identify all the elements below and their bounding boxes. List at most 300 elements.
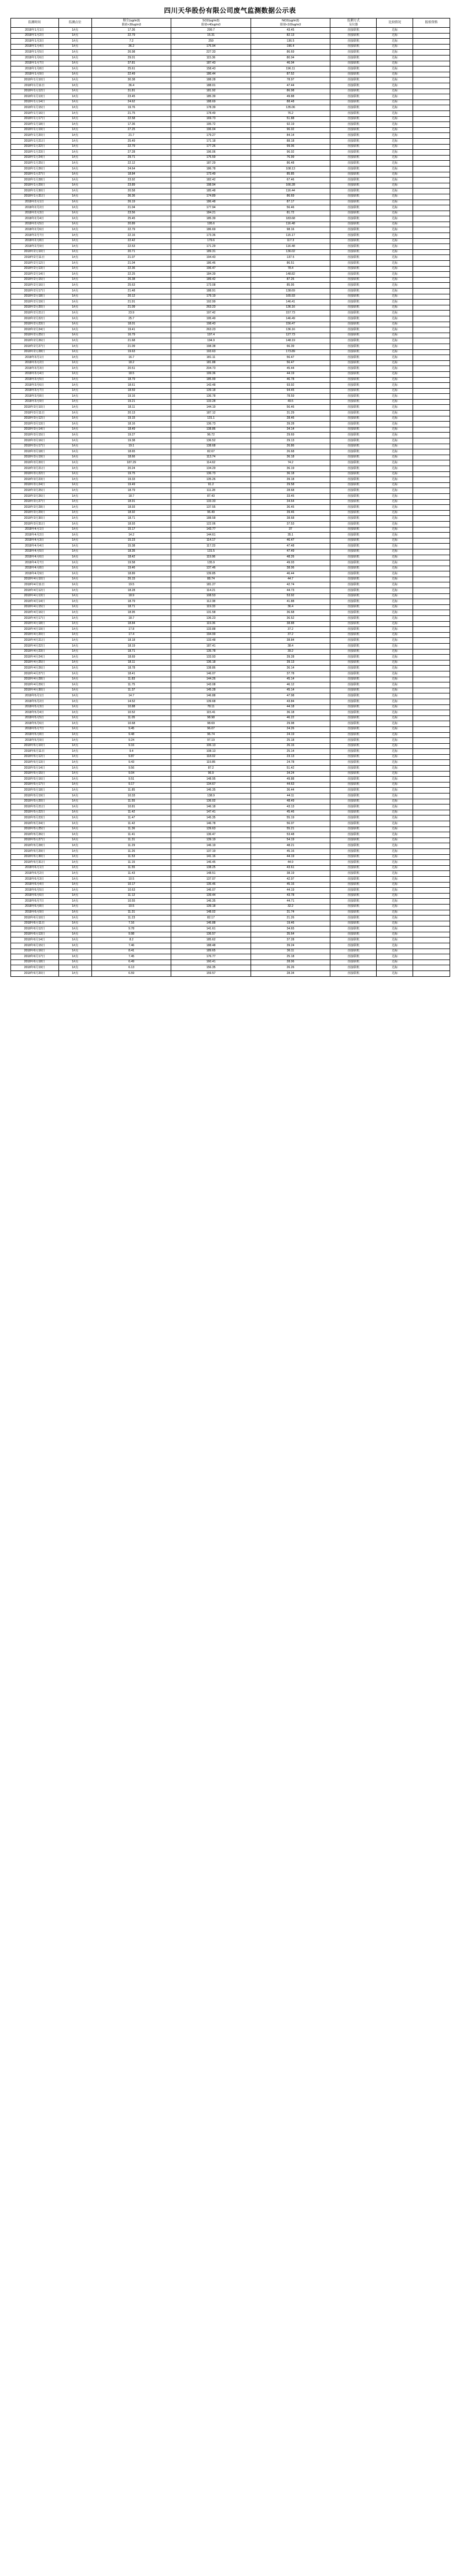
cell-dust: 18.42 [91,555,171,560]
cell-dust: 9.87 [91,754,171,760]
cell-point: 1#点 [58,854,91,860]
cell-org [413,28,450,34]
cell-org [413,560,450,566]
cell-dust: 11.05 [91,715,171,721]
cell-org [413,388,450,394]
cell-org [413,527,450,533]
cell-point: 1#点 [58,127,91,133]
cell-point: 1#点 [58,388,91,394]
cell-compare: 达标 [377,954,413,960]
cell-org [413,105,450,111]
cell-time: 2018年5月13日 [10,760,58,766]
cell-method: 直接联机 [330,677,377,682]
cell-dust: 11.75 [91,682,171,688]
cell-so2: 197.42 [171,311,251,316]
cell-method: 直接联机 [330,743,377,749]
cell-no2: 94.45 [251,388,330,394]
cell-so2: 136.47 [171,832,251,838]
cell-method: 直接联机 [330,261,377,267]
table-row [10,599,450,605]
table-row [10,904,450,910]
cell-time: 2018年6月1日 [10,865,58,871]
cell-compare: 达标 [377,644,413,649]
cell-point: 1#点 [58,754,91,760]
cell-time: 2018年1月2日 [10,33,58,39]
cell-method: 直接联机 [330,166,377,172]
cell-method: 直接联机 [330,927,377,932]
cell-compare: 达标 [377,671,413,677]
cell-org [413,555,450,560]
cell-org [413,571,450,577]
cell-org [413,222,450,227]
cell-compare: 达标 [377,749,413,755]
cell-point: 1#点 [58,67,91,72]
cell-org [413,172,450,178]
table-row [10,344,450,349]
cell-no2: 51.88 [251,116,330,122]
cell-method: 直接联机 [330,604,377,610]
cell-point: 1#点 [58,655,91,660]
cell-so2: 115.36 [171,56,251,61]
table-row [10,566,450,571]
cell-no2: 29.58 [251,482,330,488]
table-row [10,305,450,311]
cell-org [413,749,450,755]
cell-compare: 达标 [377,549,413,555]
cell-method: 直接联机 [330,227,377,233]
cell-point: 1#点 [58,815,91,821]
cell-time: 2018年4月26日 [10,666,58,671]
table-row [10,138,450,144]
cell-time: 2018年6月19日 [10,965,58,971]
cell-dust: 18.28 [91,588,171,594]
cell-dust: 15.38 [91,544,171,549]
cell-no2: 36.18 [251,710,330,716]
cell-point: 1#点 [58,444,91,449]
table-row [10,399,450,405]
cell-point: 1#点 [58,932,91,938]
cell-no2: 146.49 [251,316,330,322]
cell-org [413,499,450,505]
cell-org [413,938,450,943]
cell-so2: 204.73 [171,366,251,372]
cell-no2: 93.92 [251,383,330,389]
cell-point: 1#点 [58,366,91,372]
cell-time: 2018年4月10日 [10,577,58,582]
cell-point: 1#点 [58,671,91,677]
cell-so2: 185.39 [171,216,251,222]
cell-so2: 137.55 [171,505,251,511]
cell-no2: 34.24 [251,771,330,777]
cell-compare: 达标 [377,333,413,338]
cell-method: 直接联机 [330,405,377,411]
cell-so2: 184.39 [171,272,251,278]
cell-compare: 达标 [377,505,413,511]
cell-method: 直接联机 [330,211,377,216]
cell-no2: 45.46 [251,810,330,815]
cell-org [413,688,450,693]
table-row [10,200,450,205]
cell-method: 直接联机 [330,172,377,178]
cell-point: 1#点 [58,349,91,355]
cell-method: 直接联机 [330,44,377,50]
cell-no2: 80.04 [251,56,330,61]
cell-dust: 21.75 [91,111,171,117]
cell-org [413,144,450,150]
cell-no2: 66.39 [251,344,330,349]
cell-time: 2018年3月1日 [10,355,58,361]
table-row [10,899,450,905]
cell-time: 2018年2月7日 [10,233,58,239]
cell-dust: 10.33 [91,794,171,799]
cell-org [413,599,450,605]
cell-dust: 19.76 [91,105,171,111]
cell-point: 1#点 [58,848,91,854]
cell-dust: 18.11 [91,660,171,666]
cell-compare: 达标 [377,172,413,178]
cell-method: 直接联机 [330,194,377,200]
cell-time: 2018年5月21日 [10,804,58,810]
cell-point: 1#点 [58,499,91,505]
cell-no2: 47.48 [251,544,330,549]
cell-no2: 87.17 [251,200,330,205]
cell-no2: 44.63 [251,782,330,788]
cell-point: 1#点 [58,704,91,710]
cell-point: 1#点 [58,111,91,117]
cell-dust: 7.2 [91,39,171,45]
cell-so2: 171.18 [171,138,251,144]
cell-so2: 137.07 [171,876,251,882]
table-row [10,604,450,610]
cell-time: 2018年4月8日 [10,566,58,571]
cell-dust: 9.24 [91,738,171,744]
cell-method: 直接联机 [330,455,377,460]
cell-so2: 179.6 [171,238,251,244]
cell-org [413,538,450,544]
cell-org [413,916,450,921]
table-row [10,72,450,77]
cell-time: 2018年1月18日 [10,122,58,128]
cell-point: 1#点 [58,72,91,77]
cell-dust: 22.12 [91,161,171,167]
cell-so2: 186.48 [171,200,251,205]
cell-dust: 18.91 [91,499,171,505]
cell-method: 直接联机 [330,433,377,438]
cell-compare: 达标 [377,965,413,971]
cell-compare: 达标 [377,28,413,34]
cell-point: 1#点 [58,904,91,910]
cell-time: 2018年3月10日 [10,405,58,411]
cell-no2: 56.46 [251,405,330,411]
cell-so2: 189.42 [171,277,251,283]
cell-so2: 146.35 [171,899,251,905]
cell-no2: 26.86 [251,444,330,449]
cell-compare: 达标 [377,255,413,261]
cell-compare: 达标 [377,888,413,894]
table-row [10,794,450,799]
cell-dust: 21.09 [91,305,171,311]
cell-compare: 达标 [377,422,413,427]
cell-so2: 139.44 [171,893,251,899]
cell-so2: 185.48 [171,189,251,194]
cell-time: 2018年5月31日 [10,860,58,866]
cell-time: 2018年1月1日 [10,28,58,34]
cell-dust: 25.63 [91,283,171,289]
cell-method: 直接联机 [330,460,377,466]
cell-point: 1#点 [58,377,91,383]
cell-compare: 达标 [377,394,413,400]
cell-point: 1#点 [58,138,91,144]
cell-no2: 44.19 [251,854,330,860]
table-row [10,549,450,555]
table-row [10,227,450,233]
cell-so2: 177.94 [171,205,251,211]
cell-time: 2018年3月31日 [10,521,58,527]
cell-time: 2018年1月11日 [10,83,58,89]
cell-compare: 达标 [377,938,413,943]
cell-so2: 188.58 [171,516,251,522]
cell-method: 直接联机 [330,189,377,194]
cell-so2: 113.74 [171,455,251,460]
cell-time: 2018年4月24日 [10,655,58,660]
cell-org [413,477,450,483]
table-row [10,916,450,921]
cell-compare: 达标 [377,649,413,655]
cell-no2: 39.18 [251,477,330,483]
table-row [10,172,450,178]
table-row [10,111,450,117]
cell-method: 直接联机 [330,671,377,677]
cell-no2: 21.26 [251,916,330,921]
table-row [10,383,450,389]
table-row [10,249,450,255]
cell-method: 直接联机 [330,721,377,727]
table-row [10,810,450,815]
cell-compare: 达标 [377,760,413,766]
cell-so2: 88.74 [171,577,251,582]
cell-time: 2018年6月4日 [10,882,58,888]
cell-so2: 194.99 [171,632,251,638]
cell-no2: 25.18 [251,954,330,960]
cell-dust: 9.16 [91,743,171,749]
table-row [10,477,450,483]
cell-so2: 147.41 [171,810,251,815]
table-row [10,416,450,422]
cell-so2: 139.63 [171,826,251,832]
cell-time: 2018年5月3日 [10,704,58,710]
cell-compare: 达标 [377,826,413,832]
cell-compare: 达标 [377,194,413,200]
cell-time: 2018年1月28日 [10,178,58,183]
table-row [10,588,450,594]
cell-point: 1#点 [58,788,91,794]
cell-no2: 37.2 [251,632,330,638]
cell-method: 直接联机 [330,871,377,877]
cell-point: 1#点 [58,344,91,349]
cell-org [413,632,450,638]
table-row [10,161,450,167]
cell-dust: 11.37 [91,688,171,693]
cell-method: 直接联机 [330,682,377,688]
cell-no2: 54.19 [251,837,330,843]
cell-time: 2018年2月10日 [10,249,58,255]
cell-method: 直接联机 [330,150,377,156]
cell-method: 直接联机 [330,67,377,72]
cell-time: 2018年4月2日 [10,533,58,538]
cell-method: 直接联机 [330,588,377,594]
cell-time: 2018年6月17日 [10,954,58,960]
cell-method: 直接联机 [330,860,377,866]
cell-time: 2018年2月2日 [10,205,58,211]
cell-org [413,682,450,688]
cell-org [413,383,450,389]
cell-compare: 达标 [377,338,413,344]
cell-no2: 34.64 [251,499,330,505]
cell-org [413,821,450,827]
cell-so2: 136.78 [171,394,251,400]
cell-so2: 185.99 [171,377,251,383]
cell-org [413,932,450,938]
cell-time: 2018年3月22日 [10,471,58,477]
cell-org [413,837,450,843]
cell-method: 直接联机 [330,377,377,383]
cell-no2: 196.4 [251,44,330,50]
cell-method: 直接联机 [330,216,377,222]
table-row [10,205,450,211]
table-row [10,516,450,522]
cell-dust: 16.79 [91,333,171,338]
cell-dust: 20.58 [91,189,171,194]
table-row [10,538,450,544]
cell-no2: 29.69 [251,433,330,438]
cell-point: 1#点 [58,333,91,338]
cell-dust: 11.85 [91,788,171,794]
cell-no2: 148.82 [251,272,330,278]
cell-dust: 19.38 [91,438,171,444]
cell-so2: 187.41 [171,644,251,649]
table-row [10,183,450,189]
cell-point: 1#点 [58,616,91,622]
cell-no2: 78.97 [251,77,330,83]
cell-method: 直接联机 [330,710,377,716]
cell-no2: 49.5 [251,399,330,405]
table-row [10,449,450,455]
table-row [10,682,450,688]
cell-no2: 46.22 [251,715,330,721]
cell-so2: 96.49 [171,510,251,516]
cell-compare: 达标 [377,116,413,122]
cell-org [413,777,450,783]
cell-point: 1#点 [58,588,91,594]
col-header-compare: 比较情况 [377,19,413,28]
cell-compare: 达标 [377,616,413,622]
cell-time: 2018年6月10日 [10,916,58,921]
cell-dust: 18.9 [91,593,171,599]
cell-org [413,211,450,216]
cell-no2: 85.85 [251,172,330,178]
table-row [10,621,450,627]
cell-so2: 194.43 [171,255,251,261]
cell-no2: 51.42 [251,766,330,772]
cell-point: 1#点 [58,322,91,327]
cell-point: 1#点 [58,799,91,804]
col-header-time: 监测时间 [10,19,58,28]
cell-org [413,94,450,100]
cell-point: 1#点 [58,782,91,788]
cell-dust: 20.89 [91,222,171,227]
cell-compare: 达标 [377,138,413,144]
cell-time: 2018年3月11日 [10,411,58,416]
table-row [10,693,450,699]
cell-time: 2018年2月27日 [10,344,58,349]
table-row [10,316,450,322]
cell-dust: 36.4 [91,83,171,89]
cell-so2: 195.49 [171,316,251,322]
cell-compare: 达标 [377,910,413,916]
cell-so2: 141.16 [171,854,251,860]
cell-org [413,677,450,682]
table-row [10,471,450,477]
table-row [10,965,450,971]
table-row [10,488,450,494]
cell-dust: 22.42 [91,238,171,244]
cell-compare: 达标 [377,322,413,327]
table-row [10,971,450,977]
cell-compare: 达标 [377,161,413,167]
cell-compare: 达标 [377,971,413,977]
cell-point: 1#点 [58,621,91,627]
cell-dust: 9.48 [91,732,171,738]
cell-method: 直接联机 [330,699,377,704]
cell-no2: 156.47 [251,322,330,327]
cell-org [413,699,450,704]
cell-method: 直接联机 [330,56,377,61]
table-row [10,455,450,460]
cell-no2: 148.19 [251,338,330,344]
cell-compare: 达标 [377,244,413,250]
cell-so2: 136.02 [171,799,251,804]
cell-method: 直接联机 [330,577,377,582]
cell-no2: 19.46 [251,921,330,927]
cell-compare: 达标 [377,56,413,61]
cell-so2: 78.11 [171,704,251,710]
cell-dust: 25.61 [91,67,171,72]
cell-time: 2018年4月9日 [10,571,58,577]
cell-method: 直接联机 [330,916,377,921]
cell-so2: 91.2 [171,482,251,488]
cell-org [413,738,450,744]
table-row [10,94,450,100]
cell-method: 直接联机 [330,116,377,122]
cell-time: 2018年3月8日 [10,394,58,400]
cell-method: 直接联机 [330,416,377,422]
cell-time: 2018年5月2日 [10,699,58,704]
table-row [10,533,450,538]
cell-compare: 达标 [377,660,413,666]
cell-method: 直接联机 [330,200,377,205]
cell-method: 直接联机 [330,766,377,772]
cell-time: 2018年5月22日 [10,810,58,815]
cell-time: 2018年2月6日 [10,227,58,233]
cell-point: 1#点 [58,194,91,200]
cell-no2: 196.11 [251,67,330,72]
cell-dust: 9.43 [91,760,171,766]
cell-method: 直接联机 [330,466,377,472]
table-row [10,649,450,655]
table-row [10,837,450,843]
cell-org [413,954,450,960]
table-row [10,582,450,588]
